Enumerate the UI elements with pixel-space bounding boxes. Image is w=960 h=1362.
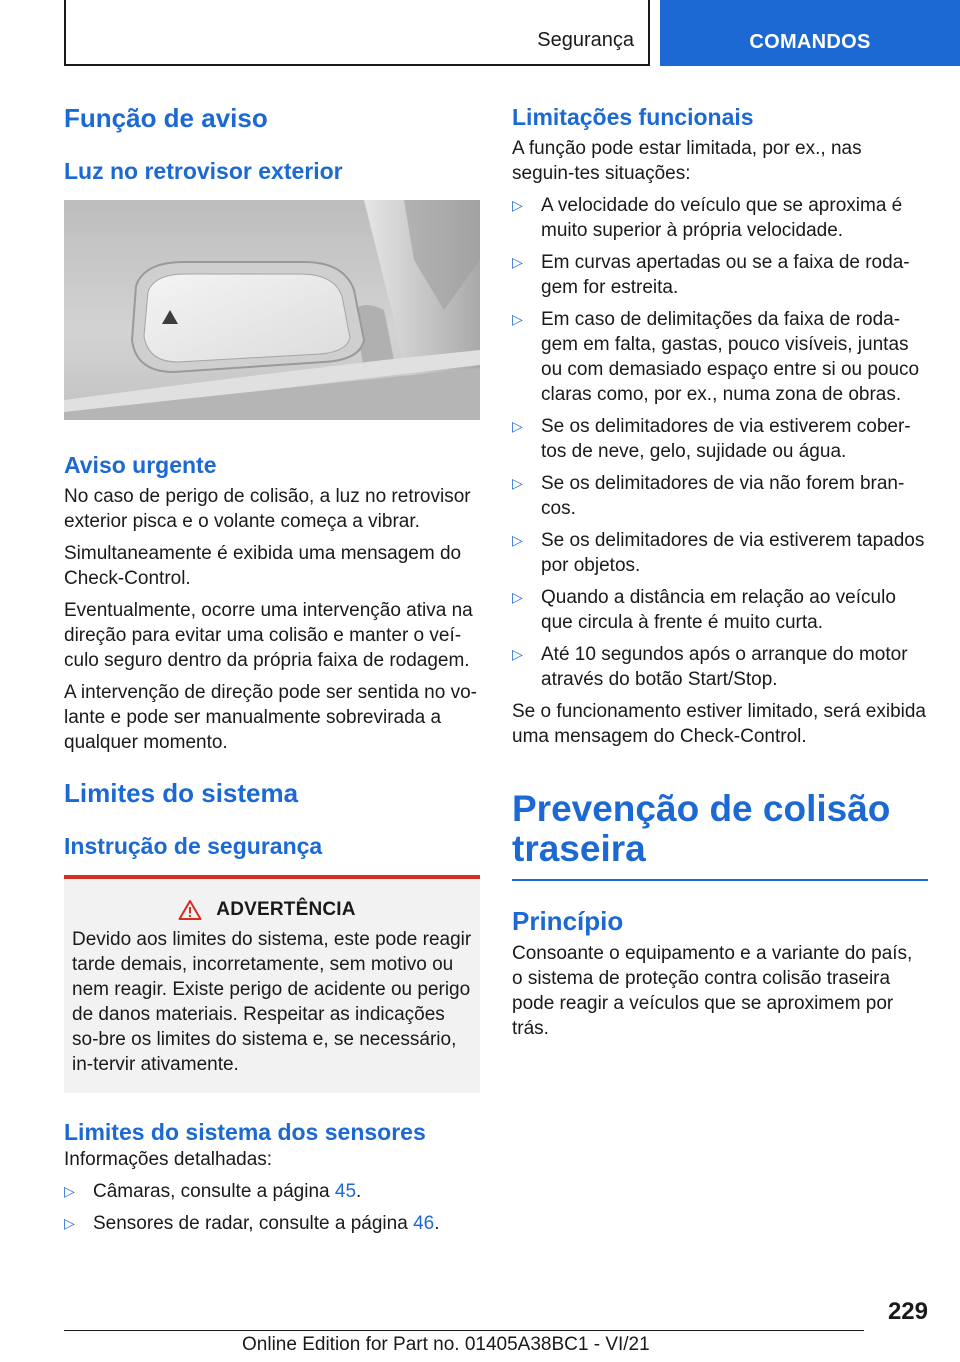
bullet-icon: ▷ bbox=[512, 532, 523, 548]
list-item: ▷ Até 10 segundos após o arranque do motor através do botão Start/Stop. bbox=[512, 644, 908, 690]
list-item: ▷ Quando a distância em relação ao veículo que circula à frente é muito curta. bbox=[512, 587, 896, 633]
warning-box bbox=[64, 875, 480, 1093]
bullet-icon: ▷ bbox=[64, 1183, 75, 1199]
page-header bbox=[64, 0, 960, 66]
paragraph: A intervenção de direção pode ser sentida no vo-lante e pode ser manualmente sobrevirada a qualquer momento. bbox=[64, 682, 477, 753]
list-item: ▷ Em caso de delimitações da faixa de roda-gem em falta, gastas, pouco visíveis, juntas ou com demasiado espaço entre si ou pouco claras como, por ex., numa zona de obras. bbox=[512, 309, 920, 405]
list-item: ▷ A velocidade do veículo que se aproxima é muito superior à própria velocidade. bbox=[512, 195, 903, 241]
bullet-icon: ▷ bbox=[512, 254, 523, 270]
mirror-illustration bbox=[64, 200, 480, 420]
paragraph: No caso de perigo de colisão, a luz no retrovisor exterior pisca e o volante começa a vibrar. bbox=[64, 486, 471, 532]
chapter-label: COMANDOS bbox=[749, 31, 871, 53]
limitations-list bbox=[512, 193, 928, 692]
paragraph: Simultaneamente é exibida uma mensagem do Check-Control. bbox=[64, 543, 462, 589]
detail-list bbox=[64, 1179, 480, 1236]
bullet-icon: ▷ bbox=[512, 589, 523, 605]
heading-system-limits: Limites do sistema bbox=[64, 778, 299, 808]
paragraph: Eventualmente, ocorre uma intervenção ativa na direção para evitar uma colisão e manter o veí-culo seguro dentro da própria faixa de rodagem. bbox=[64, 600, 473, 671]
warning-title bbox=[72, 899, 472, 921]
heading-rear-collision-prevention: Prevenção de colisão traseira bbox=[512, 789, 928, 881]
heading-principle: Princípio bbox=[512, 906, 624, 936]
edition-text: Online Edition for Part no. 01405A38BC1 - VI/21 bbox=[242, 1334, 650, 1355]
paragraph: Se o funcionamento estiver limitado, será exibida uma mensagem do Check-Control. bbox=[512, 701, 927, 747]
list-item: ▷ Se os delimitadores de via estiverem tapados por objetos. bbox=[512, 530, 925, 576]
left-column bbox=[64, 96, 480, 1243]
section-tab bbox=[64, 0, 650, 66]
heading-safety-instruction: Instrução de segurança bbox=[64, 833, 323, 859]
bullet-icon: ▷ bbox=[64, 1215, 75, 1231]
warning-text: Devido aos limites do sistema, este pode reagir tarde demais, incorretamente, sem motivo ou nem reagir. Existe perigo de acidente ou perigo de danos materiais. Respeitar as indicações so-bre os limites do sistema e, se necessário, in-tervir ativamente. bbox=[72, 929, 472, 1075]
paragraph: Informações detalhadas: bbox=[64, 1149, 273, 1170]
heading-warning-function: Função de aviso bbox=[64, 103, 268, 133]
page-number: 229 bbox=[887, 1298, 928, 1325]
page-link[interactable]: 45 bbox=[334, 1181, 357, 1202]
bullet-icon: ▷ bbox=[512, 311, 523, 327]
bullet-icon: ▷ bbox=[512, 197, 523, 213]
heading-sensor-limits: Limites do sistema dos sensores bbox=[64, 1119, 426, 1145]
exterior-mirror-image bbox=[64, 200, 480, 420]
paragraph: A função pode estar limitada, por ex., nas seguin-tes situações: bbox=[512, 138, 862, 184]
right-column bbox=[512, 96, 928, 1048]
list-item: ▷ Em curvas apertadas ou se a faixa de roda-gem for estreita. bbox=[512, 252, 910, 298]
page-link[interactable]: 46 bbox=[413, 1213, 435, 1234]
bullet-icon: ▷ bbox=[512, 418, 523, 434]
heading-urgent-warning: Aviso urgente bbox=[64, 452, 217, 478]
warning-triangle-icon bbox=[178, 899, 202, 921]
heading-functional-limits: Limitações funcionais bbox=[512, 104, 754, 130]
section-label: Segurança bbox=[537, 29, 634, 51]
chapter-tab[interactable] bbox=[660, 0, 960, 66]
list-item: ▷ Se os delimitadores de via estiverem cober-tos de neve, gelo, sujidade ou água. bbox=[512, 416, 911, 462]
footer-rule bbox=[64, 1330, 864, 1331]
bullet-icon: ▷ bbox=[512, 646, 523, 662]
paragraph: Consoante o equipamento e a variante do país, o sistema de proteção contra colisão traseira pode reagir a veículos que se aproximem por trás. bbox=[512, 943, 913, 1039]
bullet-icon: ▷ bbox=[512, 475, 523, 491]
list-item: ▷ Câmaras, consulte a página 45. bbox=[64, 1181, 362, 1202]
warning-label: ADVERTÊNCIA bbox=[216, 899, 356, 920]
heading-mirror-light: Luz no retrovisor exterior bbox=[64, 158, 343, 184]
list-item: ▷ Se os delimitadores de via não forem bran-cos. bbox=[512, 473, 905, 519]
list-item: ▷ Sensores de radar, consulte a página 46. bbox=[64, 1213, 440, 1234]
